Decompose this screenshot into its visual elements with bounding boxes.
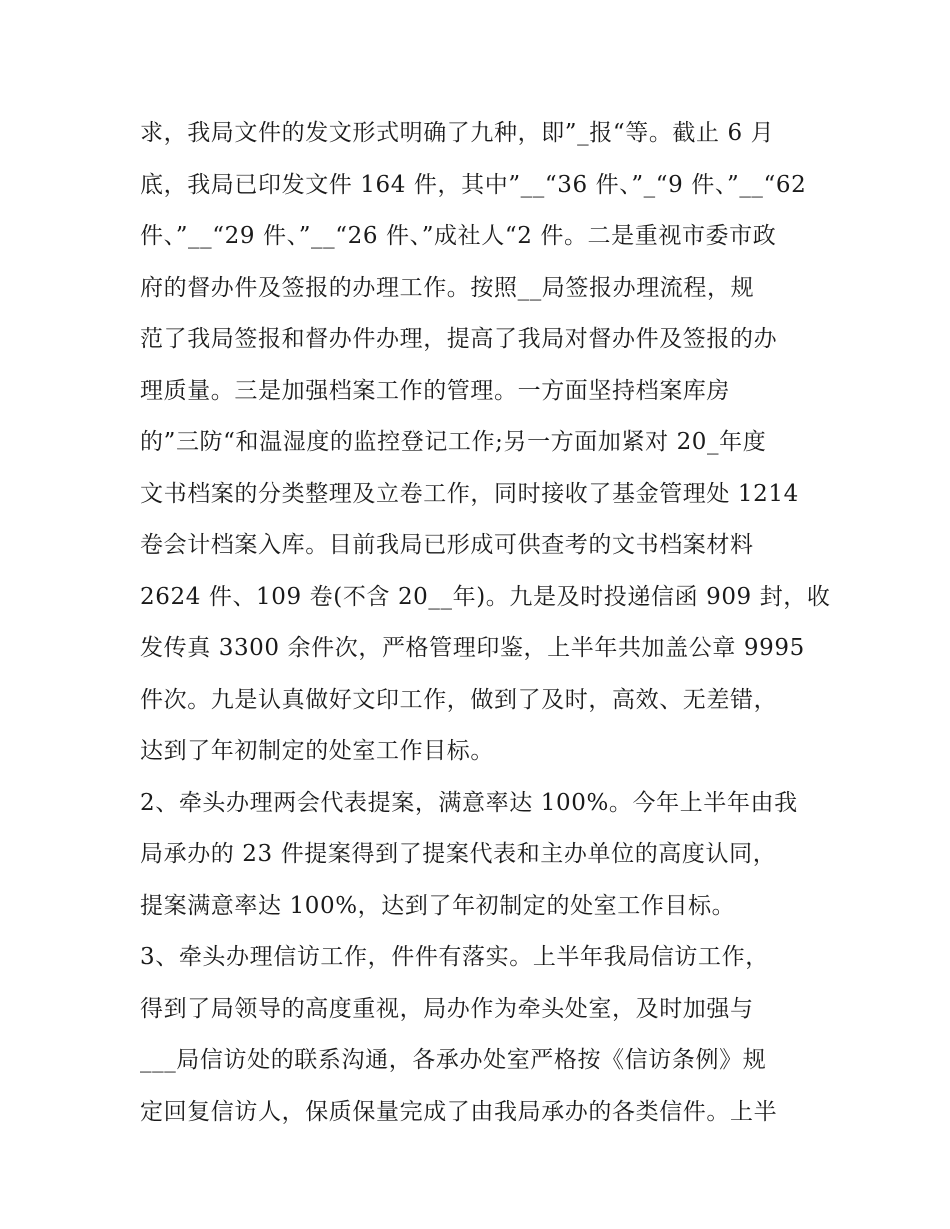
body-text [140,108,830,1138]
text-line: 府的督办件及签报的办理工作。按照__局签报办理流程，规 [140,274,755,301]
text-line: 2624 件、109 卷(不含 20__年)。九是及时投递信函 909 封，收 [140,583,831,610]
text-line: 求，我局文件的发文形式明确了九种，即”_报“等。截止 6 月 [140,120,775,146]
text-line: 局承办的 23 件提案得到了提案代表和主办单位的高度认同， [140,841,777,867]
text-line: 定回复信访人，保质保量完成了由我局承办的各类信件。上半 [140,1098,778,1125]
text-line: 发传真 3300 余件次，严格管理印鉴，上半年共加盖公章 9995 [140,635,805,661]
text-line: 3、牵头办理信访工作，件件有落实。上半年我局信访工作， [140,944,769,970]
text-line: 文书档案的分类整理及立卷工作，同时接收了基金管理处 1214 [140,480,799,507]
text-line: 提案满意率达 100%，达到了年初制定的处室工作目标。 [140,892,736,919]
text-line: ___局信访处的联系沟通，各承办处室严格按《信访条例》规 [140,1047,767,1073]
text-line: 范了我局签报和督办件办理，提高了我局对督办件及签报的办 [140,326,778,352]
text-line: 底，我局已印发文件 164 件，其中”__“36 件、”_“9 件、”__“62 [140,171,807,198]
text-line: 2、牵头办理两会代表提案，满意率达 100%。今年上半年由我 [140,789,798,816]
text-line: 得到了局领导的高度重视，局办作为牵头处室，及时加强与 [140,995,754,1022]
text-line: 理质量。三是加强档案工作的管理。一方面坚持档案库房 [140,377,730,404]
text-line: 的”三防“和温湿度的监控登记工作;另一方面加紧对 20_年度 [140,429,767,455]
text-line: 件次。九是认真做好文印工作，做到了及时，高效、无差错， [140,686,778,713]
text-line: 达到了年初制定的处室工作目标。 [140,738,494,764]
text-line: 卷会计档案入库。目前我局已形成可供查考的文书档案材料 [140,532,754,558]
text-line: 件、”__“29 件、”__“26 件、”成社人“2 件。二是重视市委市政 [140,223,777,249]
